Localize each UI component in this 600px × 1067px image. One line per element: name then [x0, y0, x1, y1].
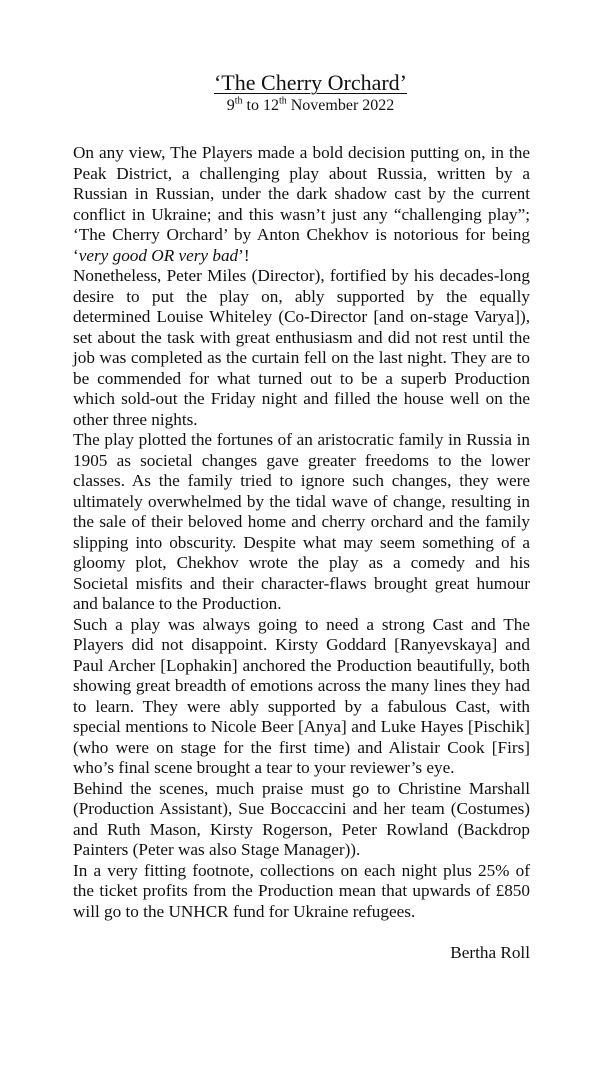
review-body	[73, 143, 530, 922]
paragraph-intro-end: ’!	[238, 245, 250, 265]
reviewer-signature: Bertha Roll	[450, 943, 530, 962]
paragraph-intro-emphasis: very good OR very bad	[78, 245, 239, 265]
paragraph-directors: Nonetheless, Peter Miles (Director), fortified by his decades-long desire to put the play on, ably supported by the equally determined Louise Whiteley (Co-Director [and on-stage Varya]), set about the task with great enthusiasm and did not rest until the job was completed as the curtain fell on the last night. They are to be commended for what turned out to be a superb Production which sold-out the Friday night and filled the house well on the other three nights.	[73, 266, 530, 429]
end-day-suffix: th	[278, 95, 287, 107]
paragraph-plot: The play plotted the fortunes of an aristocratic family in Russia in 1905 as societal changes gave greater freedoms to the lower classes. As the family tried to ignore such changes, they were ultimately overwhelmed by the tidal wave of change, resulting in the sale of their beloved home and cherry orchard and the family slipping into obscurity. Despite what may seem something of a gloomy plot, Chekhov wrote the play as a comedy and his Societal misfits and their character-flaws brought great humour and balance to the Production.	[73, 430, 530, 613]
start-day-suffix: th	[234, 95, 243, 107]
month-year: November 2022	[290, 97, 395, 114]
review-header	[73, 70, 530, 116]
paragraph-intro-text: On any view, The Players made a bold decision putting on, in the Peak District, a challenging play about Russia, written by a Russian in Russian, under the dark shadow cast by the current conflict in Ukraine; and this wasn’t just any “challenging play”; ‘The Cherry Orchard’ by Anton Chekhov is notorious for being ‘	[73, 143, 530, 265]
end-day: 12	[262, 97, 279, 114]
dates-to: to	[246, 97, 259, 114]
paragraph-intro	[73, 143, 530, 266]
paragraph-crew: Behind the scenes, much praise must go to Christine Marshall (Production Assistant), Sue Boccaccini and her team (Costumes) and Ruth Mason, Kirsty Rogerson, Peter Rowland (Backdrop Painters (Peter was also Stage Manager)).	[73, 778, 530, 859]
performance-dates	[91, 96, 530, 116]
paragraph-footnote: In a very fitting footnote, collections on each night plus 25% of the ticket profits from the Production mean that upwards of £850 will go to the UNHCR fund for Ukraine refugees.	[73, 860, 530, 921]
paragraph-cast: Such a play was always going to need a strong Cast and The Players did not disappoint. Kirsty Goddard [Ranyevskaya] and Paul Archer [Lophakin] anchored the Production beautifully, both showing great breadth of emotions across the many lines they had to learn. They were ably supported by a fabulous Cast, with special mentions to Nicole Beer [Anya] and Luke Hayes [Pischik] (who were on stage for the first time) and Alistair Cook [Firs] who’s final scene brought a tear to your reviewer’s eye.	[73, 614, 530, 777]
start-day: 9	[226, 97, 235, 114]
review-title: ‘The Cherry Orchard’	[213, 70, 407, 95]
